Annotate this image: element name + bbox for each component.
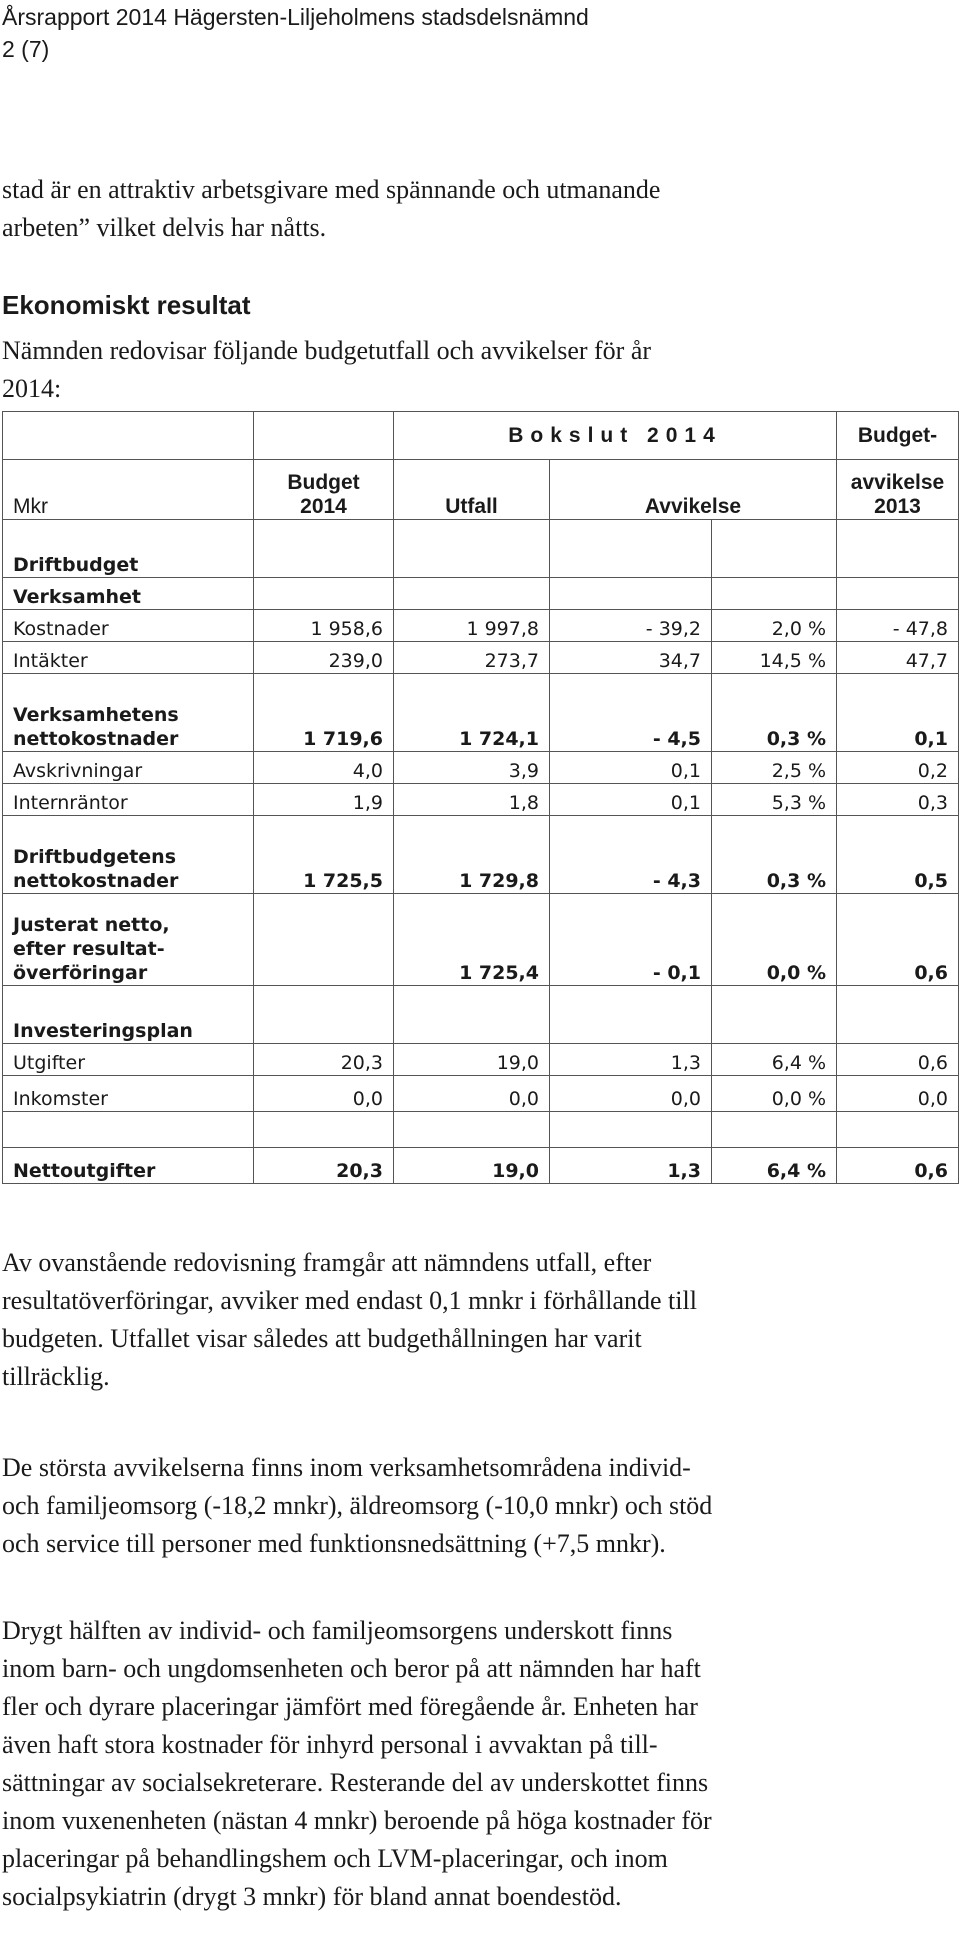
section-heading: Ekonomiskt resultat <box>2 290 251 320</box>
section-lead <box>2 332 932 408</box>
utfall-header: Utfall <box>394 460 550 520</box>
table-row: Intäkter 239,0 273,7 34,7 14,5 % 47,7 <box>3 642 959 674</box>
subtotal-row: Driftbudgetens nettokostnader 1 725,5 1 729,8 - 4,3 0,3 % 0,5 <box>3 816 959 894</box>
group-label-verksamhet: Verksamhet <box>3 578 254 610</box>
header-blank <box>254 412 394 460</box>
paragraph-3: Drygt hälften av individ- och familjeomsorgens underskott finns inom barn- och ungdomsenheten och beror på att nämnden har haft fler och dyrare placeringar jämfört med föregående år. Enheten har även haft stora kostnader för inhyrd personal i avvaktan på till- sättningar av socialsekreterare. Resterande del av underskottet finns inom vuxenenheten (nästan 4 mnkr) beroende på höga kostnader för placeringar på behandlingshem och LVM-placeringar, och inom socialpsykiatrin (drygt 3 mnkr) för bland annat boendestöd. <box>2 1616 712 1911</box>
paragraph-1: Av ovanstående redovisning framgår att nämndens utfall, efter resultatöverföringar, avviker med endast 0,1 mnkr i förhållande till budgeten. Utfallet visar således att budgethållningen har varit tillräcklig. <box>2 1248 697 1391</box>
budget-header: Budget 2014 <box>254 460 394 520</box>
group-label-driftbudget: Driftbudget <box>3 520 254 578</box>
text-line: 2014: <box>2 374 62 403</box>
bokslut-header: Bokslut 2014 <box>394 412 837 460</box>
table-row: Kostnader 1 958,6 1 997,8 - 39,2 2,0 % - 47,8 <box>3 610 959 642</box>
prev-header-line1: Budget- <box>837 412 959 460</box>
adjusted-net-row: Justerat netto, efter resultat- överföringar 1 725,4 - 0,1 0,0 % 0,6 <box>3 894 959 986</box>
financial-results-table <box>2 411 959 1184</box>
total-row: Nettoutgifter 20,3 19,0 1,3 6,4 % 0,6 <box>3 1148 959 1184</box>
text-line: arbeten” vilket delvis har nåtts. <box>2 213 327 242</box>
document-header-title: Årsrapport 2014 Hägersten-Liljeholmens stadsdelsnämnd <box>2 4 589 30</box>
text-line: Nämnden redovisar följande budgetutfall och avvikelser för år <box>2 336 652 365</box>
subtotal-row: Verksamhetens nettokostnader 1 719,6 1 724,1 - 4,5 0,3 % 0,1 <box>3 674 959 752</box>
intro-paragraph <box>2 171 932 247</box>
table-row: Inkomster 0,0 0,0 0,0 0,0 % 0,0 <box>3 1076 959 1112</box>
paragraph-2: De största avvikelserna finns inom verksamhetsområdena individ- och familjeomsorg (-18,2 mnkr), äldreomsorg (-10,0 mnkr) och stöd och service till personer med funktionsnedsättning (+7,5 mnkr). <box>2 1453 713 1558</box>
page-number: 2 (7) <box>2 36 50 62</box>
prev-header: avvikelse 2013 <box>837 460 959 520</box>
header-blank <box>3 412 254 460</box>
avvikelse-header: Avvikelse <box>550 460 837 520</box>
table-row: Avskrivningar 4,0 3,9 0,1 2,5 % 0,2 <box>3 752 959 784</box>
text-line: stad är en attraktiv arbetsgivare med spännande och utmanande <box>2 175 661 204</box>
group-label-investeringsplan: Investeringsplan <box>3 986 254 1044</box>
table-row: Utgifter 20,3 19,0 1,3 6,4 % 0,6 <box>3 1044 959 1076</box>
table-row: Internräntor 1,9 1,8 0,1 5,3 % 0,3 <box>3 784 959 816</box>
unit-header: Mkr <box>3 460 254 520</box>
